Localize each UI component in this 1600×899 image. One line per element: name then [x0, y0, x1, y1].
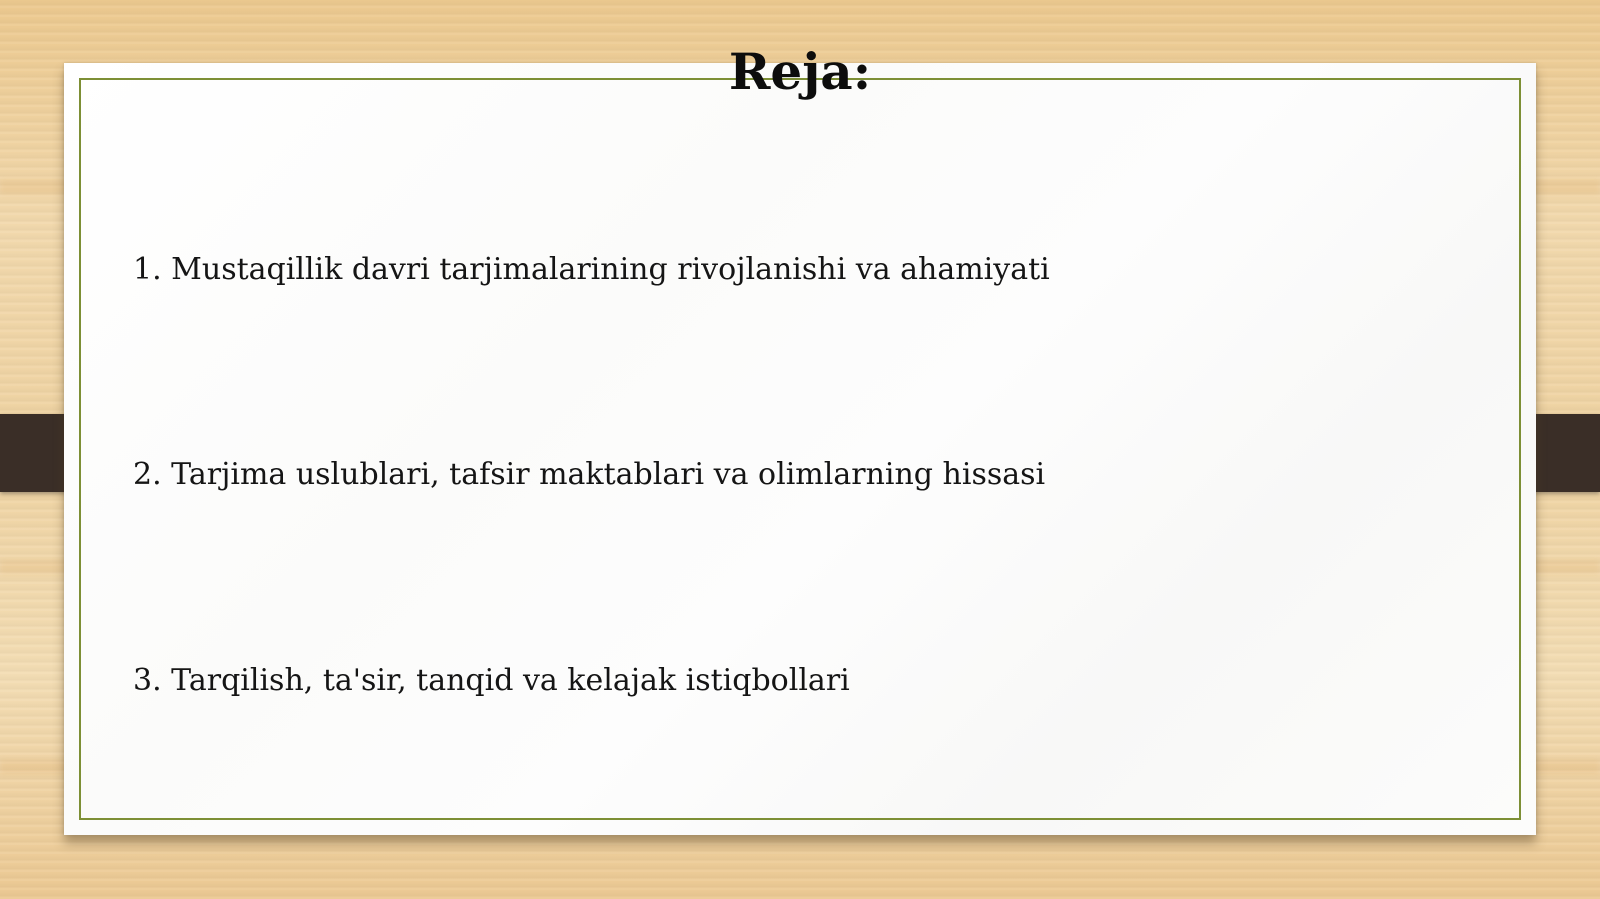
slide-card	[64, 63, 1536, 835]
slide-title: Reja:	[728, 42, 872, 101]
agenda-item: 2. Tarjima uslublari, tafsir maktablari va olimlarning hissasi	[133, 457, 1046, 492]
agenda-item: 1. Mustaqillik davri tarjimalarining rivojlanishi va ahamiyati	[133, 252, 1050, 287]
agenda-item: 3. Tarqilish, ta'sir, tanqid va kelajak istiqbollari	[133, 663, 850, 698]
slide-inner-frame	[79, 78, 1521, 820]
